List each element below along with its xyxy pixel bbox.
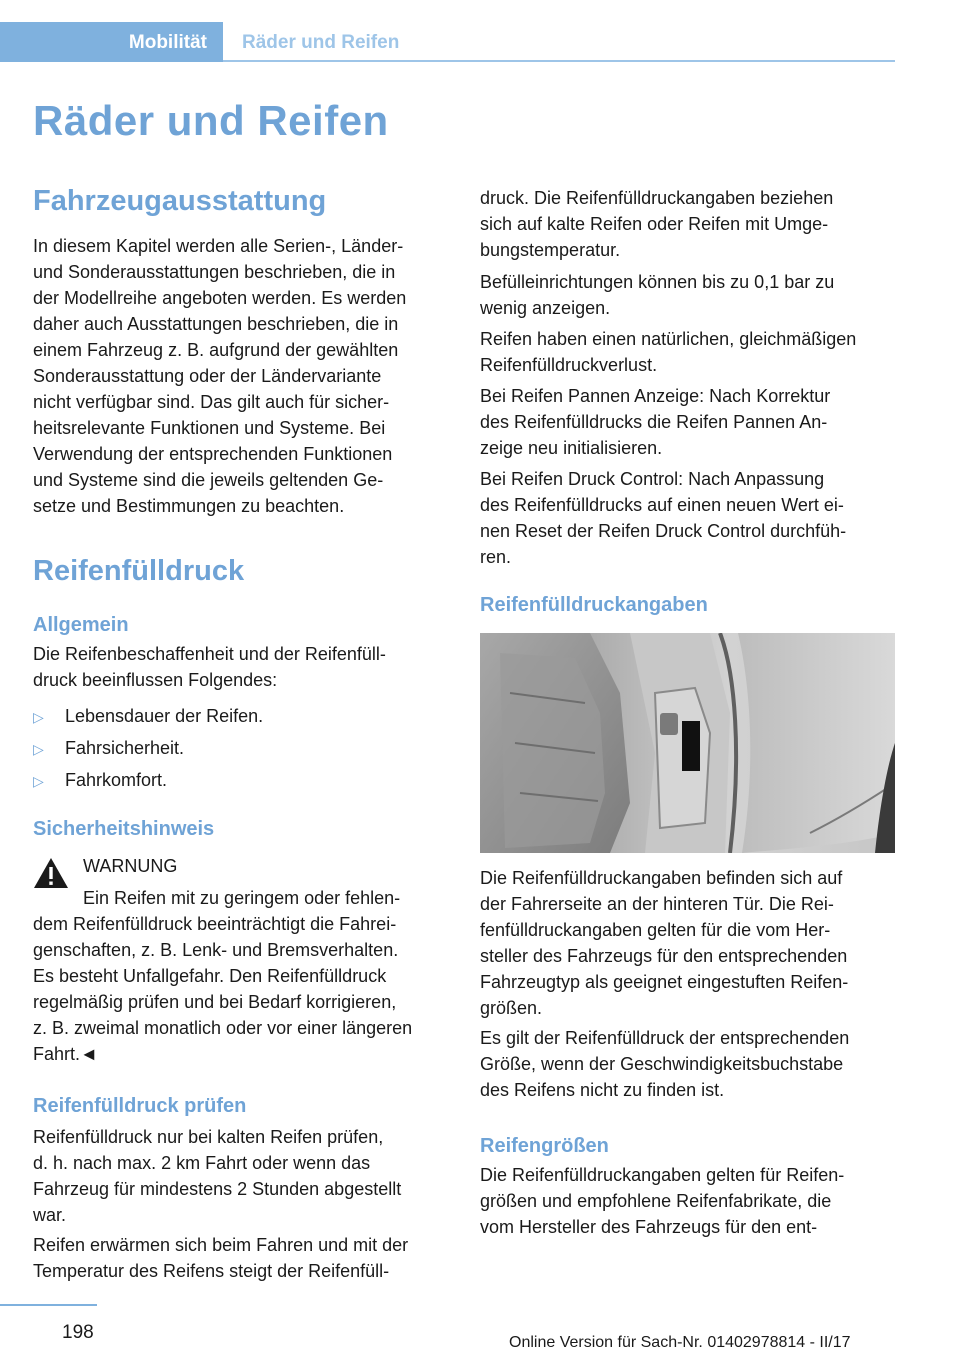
- paragraph-druck-control: Bei Reifen Druck Control: Nach Anpassung des Reifenfülldrucks auf einen neuen Wert ei- nen Reset der Reifen Druck Control durchfüh- ren.: [480, 469, 847, 567]
- door-pillar-illustration: [480, 633, 895, 853]
- list-item-text: Fahrkomfort.: [65, 770, 168, 790]
- paragraph-druckverlust: Reifen haben einen natürlichen, gleichmäßigen Reifenfülldruckverlust.: [480, 329, 857, 375]
- tab-section-label: Mobilität: [128, 32, 207, 53]
- paragraph-druck-angaben: druck. Die Reifenfülldruckangaben beziehen sich auf kalte Reifen oder Reifen mit Umge- bungstemperatur.: [480, 188, 834, 260]
- list-item-text: Fahrsicherheit.: [65, 738, 185, 758]
- bullet-marker: ▷: [33, 741, 44, 757]
- warning-triangle-icon: [33, 856, 69, 890]
- page-title: Räder und Reifen: [33, 97, 389, 144]
- heading-allgemein: Allgemein: [33, 614, 129, 636]
- heading-reifenfuelldruck: Reifenfülldruck: [33, 555, 245, 587]
- paragraph-pruefen-1: Reifenfülldruck nur bei kalten Reifen prüfen, d. h. nach max. 2 km Fahrt oder wenn das Fahrzeug für mindestens 2 Stunden abgestellt war.: [33, 1127, 402, 1225]
- paragraph-befuelleinrichtungen: Befülleinrichtungen können bis zu 0,1 bar zu wenig anzeigen.: [480, 272, 835, 318]
- heading-reifengroessen: Reifengrößen: [480, 1135, 609, 1157]
- header-divider: [223, 60, 895, 62]
- heading-reifenfuelldruck-pruefen: Reifenfülldruck prüfen: [33, 1095, 247, 1117]
- warning-text: dem Reifenfülldruck beeinträchtigt die Fahrei- genschaften, z. B. Lenk- und Bremsverhalten. Es besteht Unfallgefahr. Den Reifenfülldruck regelmäßig prüfen und bei Bedarf korrigieren, z. B. zweimal monatlich oder vor einer längeren Fahrt.◄: [33, 914, 413, 1064]
- footer-divider: [0, 1304, 97, 1306]
- paragraph-pannen-anzeige: Bei Reifen Pannen Anzeige: Nach Korrektur des Reifenfülldrucks die Reifen Pannen An- zeige neu initialisieren.: [480, 386, 831, 458]
- page-number: 198: [62, 1322, 94, 1343]
- paragraph-fahrzeugausstattung: In diesem Kapitel werden alle Serien-, Länder- und Sonderausstattungen beschrieben, die in der Modellreihe angeboten werden. Es werden daher auch Ausstattungen beschrieben, die in einem Fahrzeug z. B. aufgrund der gewählten Sonderausstattung oder der Ländervariante nicht verfügbar sind. Das gilt auch für sicher- heitsrelevante Funktionen und Systeme. Bei Verwendung der entsprechenden Funktionen und Systeme sind die jeweils geltenden Ge- setze und Bestimmungen zu beachten.: [33, 236, 407, 516]
- online-version-note: Online Version für Sach-Nr. 01402978814 - II/17: [509, 1334, 851, 1351]
- list-item-text: Lebensdauer der Reifen.: [65, 706, 264, 726]
- breadcrumb[interactable]: Räder und Reifen: [242, 32, 400, 53]
- heading-fahrzeugausstattung: Fahrzeugausstattung: [33, 185, 327, 217]
- header-tab-bar: [0, 22, 895, 62]
- bullet-marker: ▷: [33, 709, 44, 725]
- warning-text-first-line: Ein Reifen mit zu geringem oder fehlen-: [83, 888, 401, 908]
- tab-section[interactable]: [0, 22, 223, 62]
- warning-label: WARNUNG: [83, 856, 178, 876]
- bullet-marker: ▷: [33, 773, 44, 789]
- heading-reifenfuelldruckangaben: Reifenfülldruckangaben: [480, 594, 708, 616]
- paragraph-pruefen-2: Reifen erwärmen sich beim Fahren und mit der Temperatur des Reifens steigt der Reifenfüll-: [33, 1235, 409, 1281]
- paragraph-angaben-position: Die Reifenfülldruckangaben befinden sich auf der Fahrerseite an der hinteren Tür. Die Rei- fenfülldruckangaben gelten für die vom Her- steller des Fahrzeugs für den entsprechenden Fahrzeugtyp als geeignet eingestuften Reifen- größen.: [480, 868, 849, 1018]
- heading-sicherheitshinweis: Sicherheitshinweis: [33, 818, 215, 840]
- paragraph-geschwindigkeitsbuchstabe: Es gilt der Reifenfülldruck der entsprechenden Größe, wenn der Geschwindigkeitsbuchstabe des Reifens nicht zu finden ist.: [480, 1028, 850, 1100]
- paragraph-reifengroessen: Die Reifenfülldruckangaben gelten für Reifen- größen und empfohlene Reifenfabrikate, die vom Hersteller des Fahrzeugs für den ent-: [480, 1165, 845, 1237]
- paragraph-allgemein: Die Reifenbeschaffenheit und der Reifenfüll- druck beeinflussen Folgendes:: [33, 644, 386, 690]
